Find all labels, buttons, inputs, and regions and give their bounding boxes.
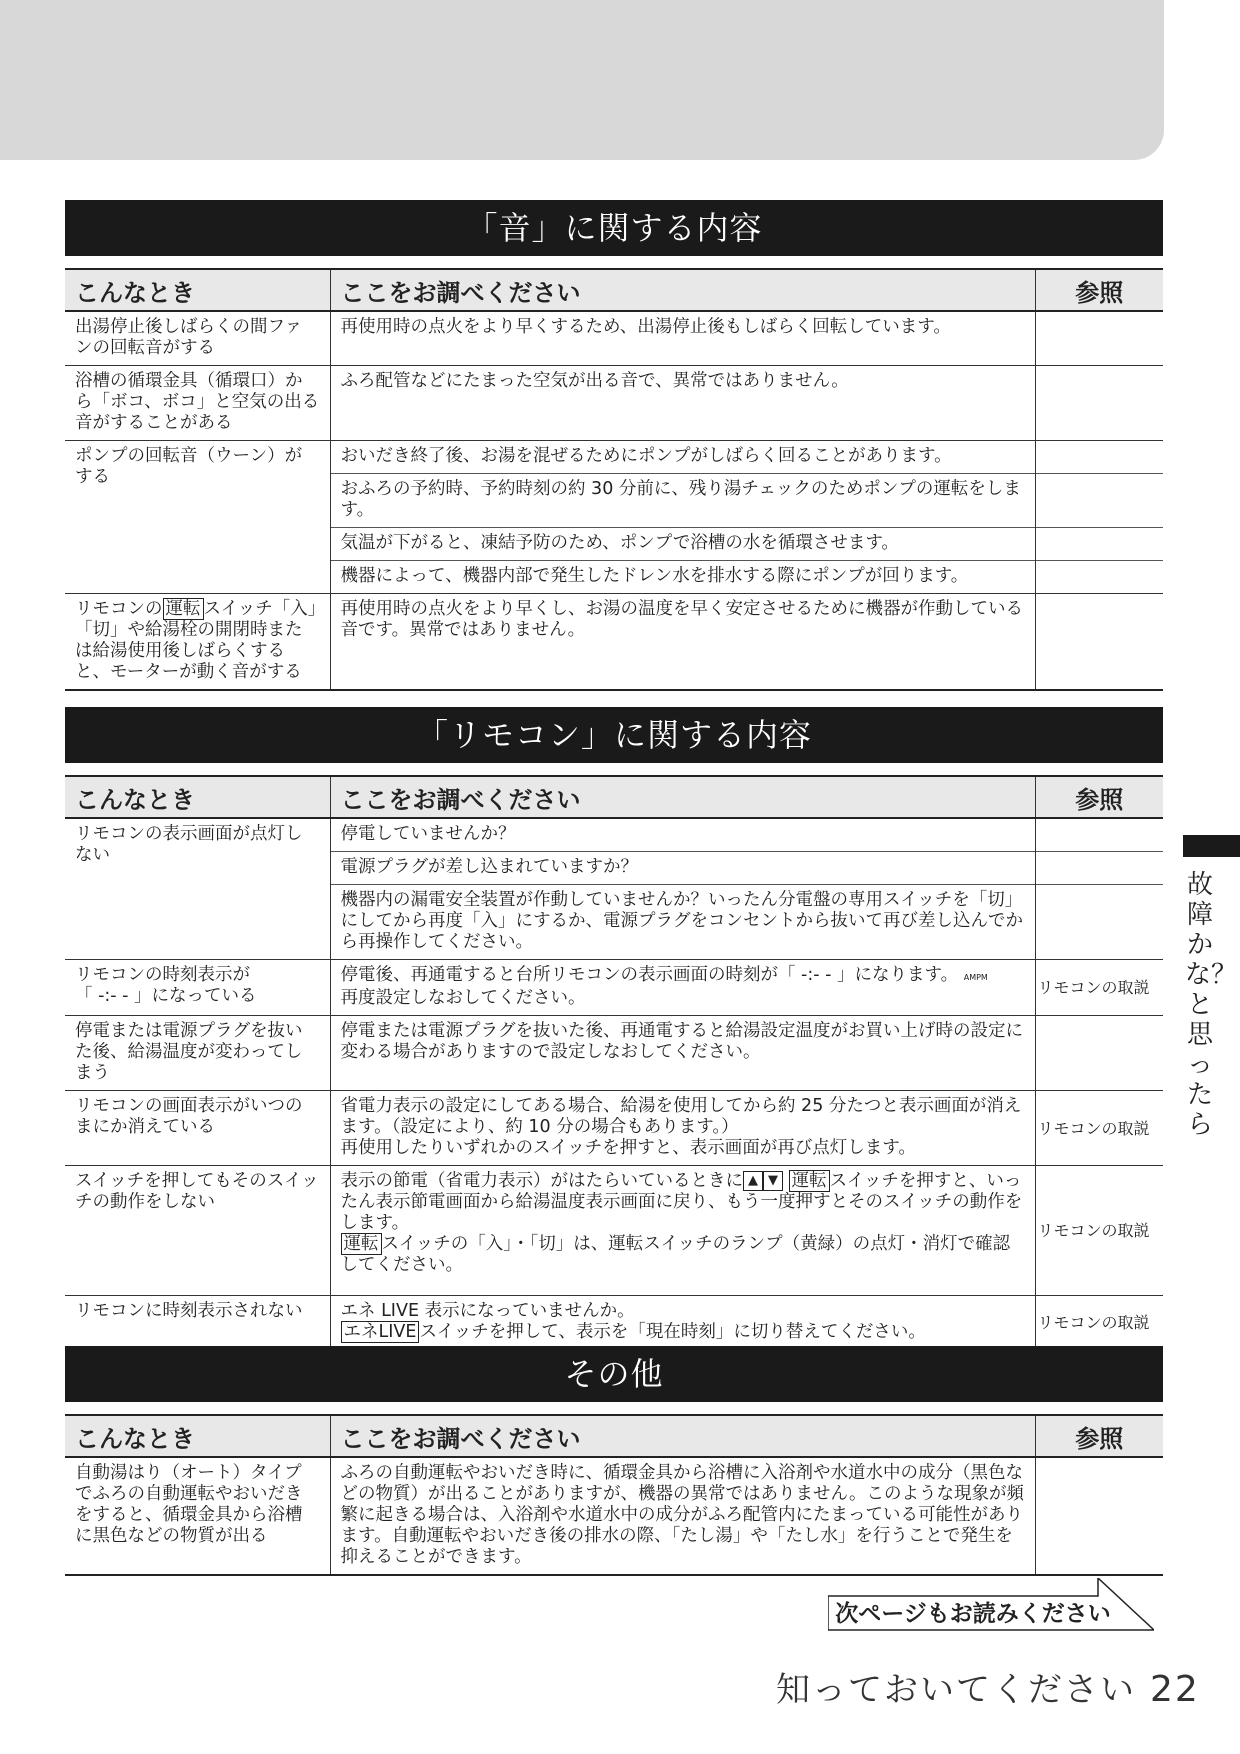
ref-cell xyxy=(1035,1457,1163,1575)
when-cell: リモコンの表示画面が点灯しない xyxy=(65,818,330,960)
check-cell: おいだき終了後、お湯を混ぜるためにポンプがしばらく回ることがあります。 xyxy=(330,441,1035,474)
col-header-check: ここをお調べください xyxy=(330,269,1035,311)
ref-cell: リモコンの取説 xyxy=(1035,1296,1163,1351)
col-header-when: こんなとき xyxy=(65,776,330,818)
when-cell: 停電または電源プラグを抜いた後、給湯温度が変わってしまう xyxy=(65,1016,330,1091)
section-remote xyxy=(65,707,1163,1351)
ref-cell xyxy=(1035,366,1163,441)
when-cell: リモコンの 運転 スイッチ「入」「切」や給湯栓の開閉時または給湯使用後しばらくすると、モーターが動く音がする xyxy=(65,594,330,691)
troubleshoot-table xyxy=(65,775,1163,1351)
page-footer xyxy=(776,1662,1200,1711)
table-row xyxy=(65,1166,1163,1296)
ref-cell: リモコンの取説 xyxy=(1035,1091,1163,1166)
side-tab-label: 故障かな？と思ったら xyxy=(1185,870,1238,1140)
top-gray-band xyxy=(0,0,1164,160)
check-cell: 機器によって、機器内部で発生したドレン水を排水する際にポンプが回ります。 xyxy=(330,561,1035,594)
check-cell: 再使用時の点火をより早くするため、出湯停止後もしばらく回転しています。 xyxy=(330,311,1035,366)
col-header-when: こんなとき xyxy=(65,269,330,311)
table-row xyxy=(65,1016,1163,1091)
ene-live-key-label: エネLIVE xyxy=(341,1321,420,1343)
when-cell: リモコンに時刻表示されない xyxy=(65,1296,330,1351)
section-other xyxy=(65,1346,1163,1576)
check-cell: 電源プラグが差し込まれていますか？ xyxy=(330,852,1035,885)
next-page-label: 次ページもお読みください xyxy=(835,1601,1111,1627)
col-header-ref: 参照 xyxy=(1035,269,1163,311)
when-cell: リモコンの画面表示がいつのまにか消えている xyxy=(65,1091,330,1166)
page-number: 22 xyxy=(1150,1669,1200,1710)
check-cell: 停電していませんか？ xyxy=(330,818,1035,852)
check-cell: おふろの予約時、予約時刻の約 30 分前に、残り湯チェックのためポンプの運転をします。 xyxy=(330,474,1035,528)
unten-key-label: 運転 xyxy=(341,1233,382,1255)
section-title: 「リモコン」に関する内容 xyxy=(65,707,1163,763)
check-cell: 気温が下がると、凍結予防のため、ポンプで浴槽の水を循環させます。 xyxy=(330,528,1035,561)
down-arrow-key-icon: ▼ xyxy=(763,1171,783,1191)
check-cell: 表示の節電（省電力表示）がはたらいているときに ▲ ▼ 運転 スイッチを押すと、いったん表示節電画面から給湯温度表示画面に戻り、もう一度押すとそのスイッチの動作をします。 運転 スイッチの「入」・「切」は、運転スイッチのランプ（黄緑）の点灯・消灯で確認してください。 xyxy=(330,1166,1035,1296)
troubleshoot-table xyxy=(65,268,1163,691)
check-cell: 再使用時の点火をより早くし、お湯の温度を早く安定させるために機器が作動している音です。異常ではありません。 xyxy=(330,594,1035,691)
side-tab-marker xyxy=(1183,835,1240,857)
check-cell: 停電後、再通電すると台所リモコンの表示画面の時刻が「 -:- - 」になります。 AMPM 再度設定しなおしてください。 xyxy=(330,960,1035,1016)
section-sound xyxy=(65,200,1163,691)
table-row xyxy=(65,1091,1163,1166)
col-header-ref: 参照 xyxy=(1035,1415,1163,1457)
check-cell: エネ LIVE 表示になっていませんか。 エネLIVE スイッチを押して、表示を「現在時刻」に切り替えてください。 xyxy=(330,1296,1035,1351)
ref-cell xyxy=(1035,594,1163,691)
when-cell: 出湯停止後しばらくの間ファンの回転音がする xyxy=(65,311,330,366)
unten-key-label: 運転 xyxy=(163,598,204,620)
table-row xyxy=(65,441,1163,474)
table-row xyxy=(65,1457,1163,1575)
when-cell: リモコンの時刻表示が 「 -:- - 」になっている xyxy=(65,960,330,1016)
col-header-check: ここをお調べください xyxy=(330,1415,1035,1457)
col-header-check: ここをお調べください xyxy=(330,776,1035,818)
section-title: その他 xyxy=(65,1346,1163,1402)
ref-cell: リモコンの取説 xyxy=(1035,1166,1163,1296)
ref-cell xyxy=(1035,1016,1163,1091)
when-cell: ポンプの回転音（ウーン）がする xyxy=(65,441,330,594)
troubleshoot-table xyxy=(65,1414,1163,1576)
table-row xyxy=(65,311,1163,366)
check-cell: ふろ配管などにたまった空気が出る音で、異常ではありません。 xyxy=(330,366,1035,441)
when-cell: 自動湯はり（オート）タイプでふろの自動運転やおいだきをすると、循環金具から浴槽に黒色などの物質が出る xyxy=(65,1457,330,1575)
check-cell: ふろの自動運転やおいだき時に、循環金具から浴槽に入浴剤や水道水中の成分（黒色などの物質）が出ることがありますが、機器の異常ではありません。このような現象が頻繁に起きる場合は、入浴剤や水道水中の成分がふろ配管内にたまっている可能性があります。自動運転やおいだき後の排水の際、「たし湯」や「たし水」を行うことで発生を抑えることができます。 xyxy=(330,1457,1035,1575)
table-row xyxy=(65,818,1163,852)
up-arrow-key-icon: ▲ xyxy=(743,1171,763,1191)
when-cell: スイッチを押してもそのスイッチの動作をしない xyxy=(65,1166,330,1296)
check-cell: 機器内の漏電安全装置が作動していませんか？いったん分電盤の専用スイッチを「切」にしてから再度「入」にするか、電源プラグをコンセントから抜いて再び差し込んでから再操作してください。 xyxy=(330,885,1035,960)
section-title: 「音」に関する内容 xyxy=(65,200,1163,256)
ampm-indicator: AMPM xyxy=(963,973,988,982)
unten-key-label: 運転 xyxy=(789,1170,830,1192)
table-row xyxy=(65,594,1163,691)
col-header-when: こんなとき xyxy=(65,1415,330,1457)
table-row xyxy=(65,1296,1163,1351)
check-cell: 停電または電源プラグを抜いた後、再通電すると給湯設定温度がお買い上げ時の設定に変わる場合がありますので設定しなおしてください。 xyxy=(330,1016,1035,1091)
check-cell: 省電力表示の設定にしてある場合、給湯を使用してから約 25 分たつと表示画面が消えます。（設定により、約 10 分の場合もあります。） 再使用したりいずれかのスイッチを押すと、表示画面が再び点灯します。 xyxy=(330,1091,1035,1166)
footer-title: 知っておいてください xyxy=(776,1670,1136,1710)
table-row xyxy=(65,960,1163,1016)
when-cell: 浴槽の循環金具（循環口）から「ボコ、ボコ」と空気の出る音がすることがある xyxy=(65,366,330,441)
table-row xyxy=(65,366,1163,441)
ref-cell: リモコンの取説 xyxy=(1035,960,1163,1016)
ref-cell xyxy=(1035,311,1163,366)
col-header-ref: 参照 xyxy=(1035,776,1163,818)
